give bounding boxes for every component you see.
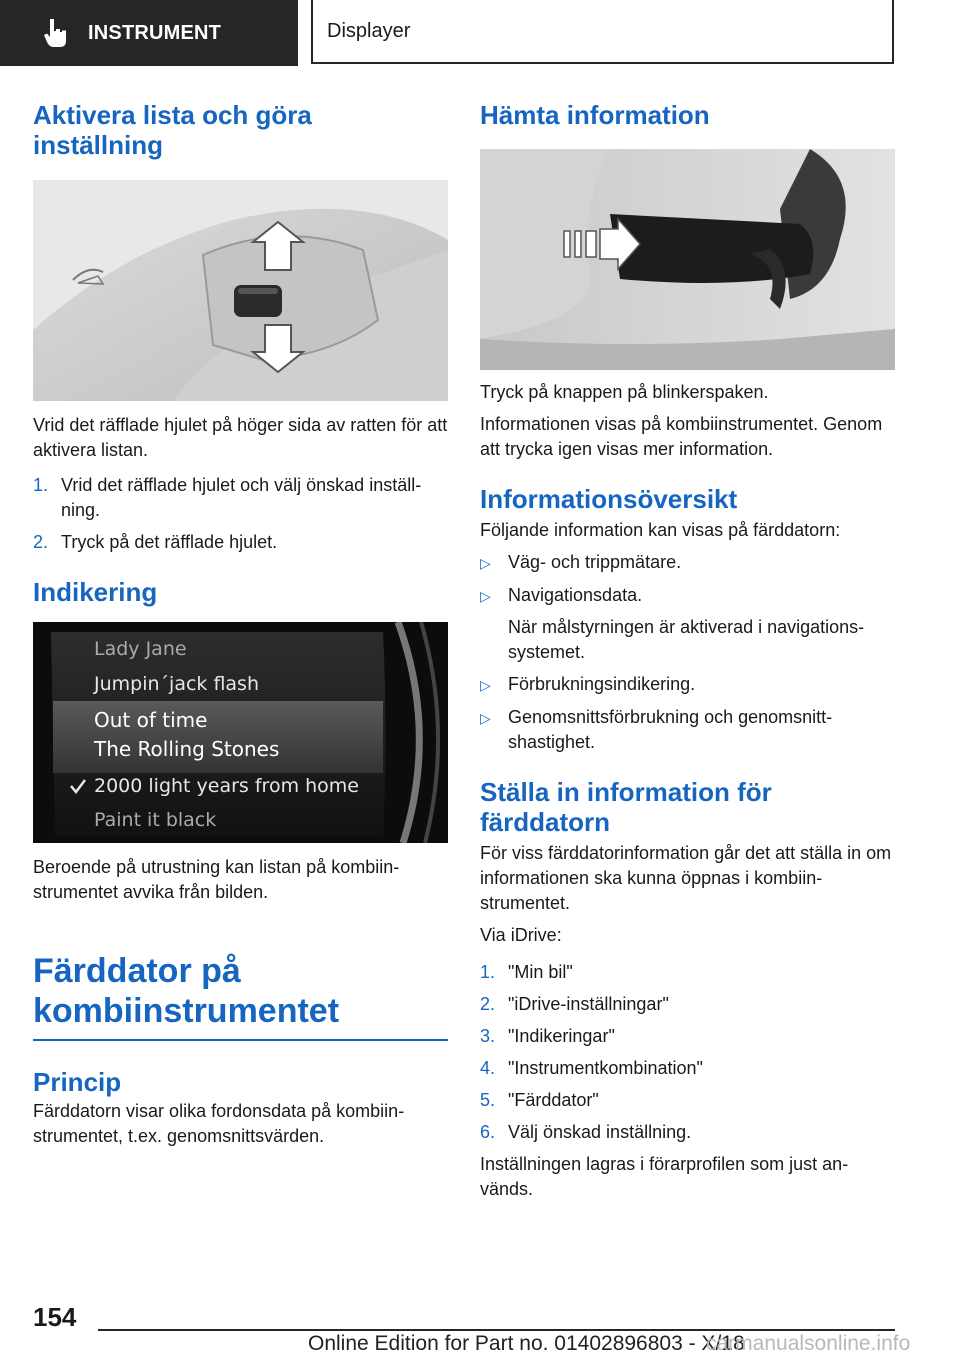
text-vrid: Vrid det räfflade hjulet på höger sida av ratten för att aktivera listan. [33, 415, 448, 460]
list-item [480, 550, 895, 576]
list-item [480, 1024, 895, 1049]
heading-indikering: Indikering [33, 577, 158, 607]
list-number: 4. [480, 1058, 496, 1078]
heading-oversikt: Informationsöversikt [480, 484, 738, 514]
display-line: The Rolling Stones [94, 737, 280, 761]
list-number: 6. [480, 1122, 496, 1142]
display-line: Jumpin´jack flash [94, 673, 259, 695]
list-item [480, 705, 895, 755]
list-text: "iDrive-inställningar" [508, 994, 669, 1014]
heading-aktivera: Aktivera lista och göra inställning [33, 100, 312, 160]
list-text: Genomsnittsförbrukning och genomsnittshastighet. [508, 707, 833, 752]
section-label: INSTRUMENT [88, 21, 222, 44]
list-text: Välj önskad inställning. [508, 1122, 692, 1142]
triangle-bullet-icon: ▷ [480, 555, 491, 571]
menu-steps [480, 960, 895, 1145]
instrument-display-image [33, 622, 448, 843]
list-item [480, 960, 895, 985]
triangle-bullet-icon: ▷ [480, 677, 491, 693]
list-item [480, 992, 895, 1017]
list-item [480, 583, 895, 665]
page-footer [0, 1290, 960, 1362]
list-number: 2. [480, 994, 496, 1014]
text-for-viss: För viss färddatorinformation går det att ställa in om informationen ska kunna öppnas i kombiinstrumentet. [480, 843, 892, 913]
chapter-heading: Färddator på kombiinstrumentet [33, 952, 340, 1030]
list-text: Vrid det räfflade hjulet och välj önskad inställning. [61, 475, 422, 520]
list-item [33, 530, 448, 555]
heading-stalla: Ställa in information för färddatorn [480, 777, 772, 837]
list-text: Förbrukningsindikering. [508, 674, 696, 694]
pointing-hand-icon [36, 13, 76, 53]
subsection-tab [311, 0, 894, 64]
display-line: Paint it black [94, 809, 217, 831]
text-tryck: Tryck på knappen på blinkerspaken. [480, 382, 769, 402]
page-number: 154 [33, 1302, 77, 1332]
text-info: Informationen visas på kombiinstrumentet. Genom att trycka igen visas mer information. [480, 414, 883, 459]
triangle-bullet-icon: ▷ [480, 588, 491, 604]
list-text: "Indikeringar" [508, 1026, 615, 1046]
display-line: 2000 light years from home [94, 775, 359, 797]
triangle-bullet-icon: ▷ [480, 710, 491, 726]
list-text [508, 583, 895, 665]
bullet-sub: När målstyrningen är aktiverad i navigationssystemet. [508, 617, 865, 662]
edition-text: Online Edition for Part no. 01402896803 - X/18 [308, 1332, 745, 1355]
right-column [480, 100, 895, 1202]
list-number: 1. [33, 475, 49, 495]
list-item [33, 473, 448, 523]
section-tab [0, 0, 298, 66]
list-text: Väg- och trippmätare. [508, 552, 682, 572]
footer-rule [98, 1329, 895, 1331]
list-text: "Färddator" [508, 1090, 599, 1110]
turn-signal-lever-image [480, 149, 895, 370]
list-item [480, 1088, 895, 1113]
list-text: "Instrumentkombination" [508, 1058, 703, 1078]
display-line: Lady Jane [94, 638, 187, 660]
list-text: "Min bil" [508, 962, 573, 982]
heading-princip: Princip [33, 1067, 122, 1097]
list-item [480, 672, 895, 698]
subsection-label: Displayer [327, 19, 411, 42]
list-item [480, 1120, 895, 1145]
text-princip: Färddatorn visar olika fordonsdata på kombiinstrumentet, t.ex. genomsnittsvärden. [33, 1101, 405, 1146]
bullet-main: Navigationsdata. [508, 585, 643, 605]
list-number: 5. [480, 1090, 496, 1110]
chapter-rule [33, 1039, 448, 1041]
steps-list [33, 473, 448, 555]
list-item [480, 1056, 895, 1081]
list-number: 1. [480, 962, 496, 982]
list-text: Tryck på det räfflade hjulet. [61, 532, 278, 552]
steering-wheel-image [33, 180, 448, 401]
page-header [0, 0, 960, 66]
heading-hamta: Hämta information [480, 100, 710, 130]
text-beroende: Beroende på utrustning kan listan på kombiinstrumentet avvika från bilden. [33, 857, 400, 902]
display-line: Out of time [94, 708, 208, 732]
text-lagras: Inställningen lagras i förarprofilen som just används. [480, 1154, 849, 1199]
text-foljande: Följande information kan visas på färddatorn: [480, 520, 841, 540]
list-number: 3. [480, 1026, 496, 1046]
list-number: 2. [33, 532, 49, 552]
text-via: Via iDrive: [480, 925, 562, 945]
info-bullets [480, 550, 895, 755]
brand-watermark: carmanualsonline.info [706, 1332, 911, 1355]
left-column [33, 100, 448, 1149]
